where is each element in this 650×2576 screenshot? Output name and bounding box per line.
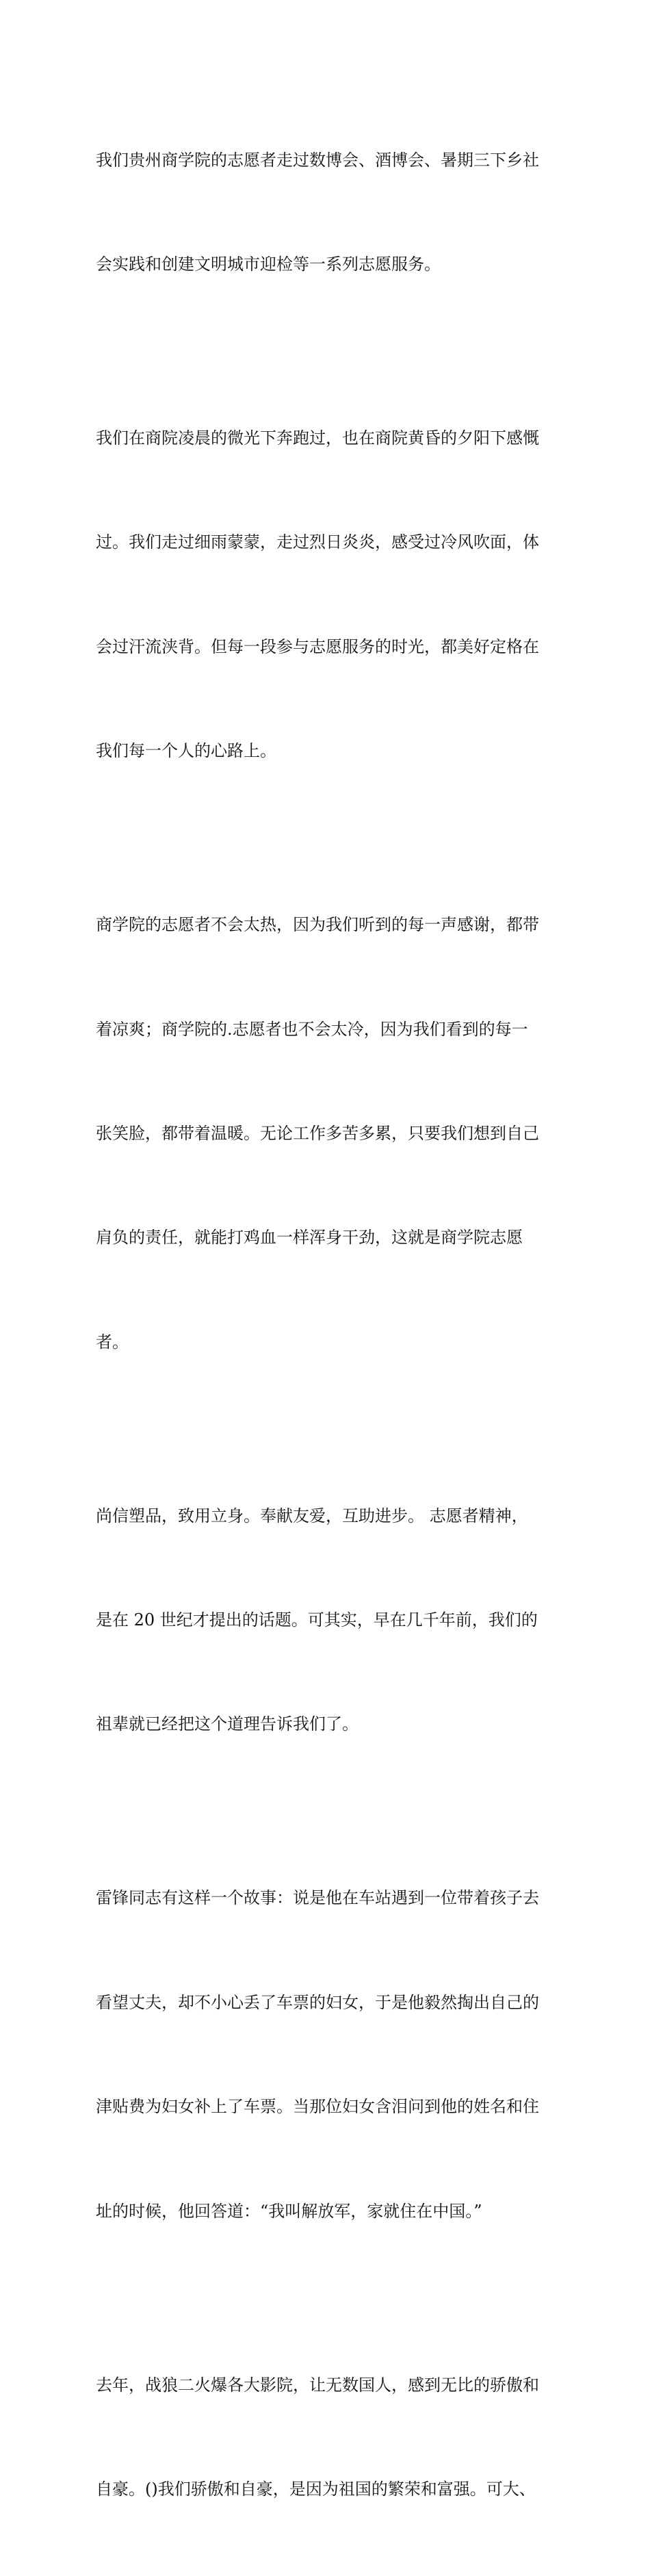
paragraph-3 — [96, 838, 556, 1430]
text-line: 祖辈就已经把这个道理告诉我们了。 — [96, 1714, 359, 1734]
text-line: 津贴费为妇女补上了车票。当那位妇女含泪问到他的姓名和住 — [96, 2097, 539, 2117]
text-line: 我们每一个人的心路上。 — [96, 741, 276, 761]
paragraph-1 — [96, 73, 556, 351]
paragraph-2 — [96, 351, 556, 838]
text-line: 会实践和创建文明城市迎检等一系列志愿服务。 — [96, 254, 441, 274]
text-line: 去年，战狼二火爆各大影院，让无数国人，感到无比的骄傲和 — [96, 2375, 539, 2395]
text-line: 过。我们走过细雨蒙蒙，走过烈日炎炎，感受过冷风吹面，体 — [96, 532, 539, 552]
text-line: 会过汗流浃背。但每一段参与志愿服务的时光，都美好定格在 — [96, 636, 539, 656]
paragraph-5 — [96, 1812, 556, 2298]
text-line: 我们在商院凌晨的微光下奔跑过，也在商院黄昏的夕阳下感慨 — [96, 428, 539, 448]
text-line: 址的时候，他回答道：“我叫解放军，家就住在中国。” — [96, 2201, 482, 2221]
text-line: 我们贵州商学院的志愿者走过数博会、酒博会、暑期三下乡社 — [96, 150, 539, 170]
text-line: 看望丈夫，却不小心丢了车票的妇女，于是他毅然掏出自己的 — [96, 1992, 539, 2012]
text-line: 商学院的志愿者不会太热，因为我们听到的每一声感谢，都带 — [96, 915, 539, 935]
document-body — [96, 73, 556, 2576]
text-line: 自豪。()我们骄傲和自豪，是因为祖国的繁荣和富强。可大、 — [96, 2479, 536, 2499]
text-line: 张笑脸，都带着温暖。无论工作多苦多累，只要我们想到自己 — [96, 1123, 539, 1143]
text-line: 尚信塑品，致用立身。奉献友爱，互助进步。 志愿者精神， — [96, 1506, 528, 1525]
text-line: 者。 — [96, 1332, 129, 1352]
text-line: 是在 20 世纪才提出的话题。可其实，早在几千年前，我们的 — [96, 1610, 538, 1630]
text-line: 雷锋同志有这样一个故事：说是他在车站遇到一位带着孩子去 — [96, 1888, 539, 1908]
text-line: 着凉爽；商学院的.志愿者也不会太冷，因为我们看到的每一 — [96, 1019, 528, 1039]
paragraph-6 — [96, 2298, 556, 2576]
paragraph-4 — [96, 1429, 556, 1812]
text-line: 肩负的责任，就能打鸡血一样浑身干劲，这就是商学院志愿 — [96, 1228, 523, 1248]
